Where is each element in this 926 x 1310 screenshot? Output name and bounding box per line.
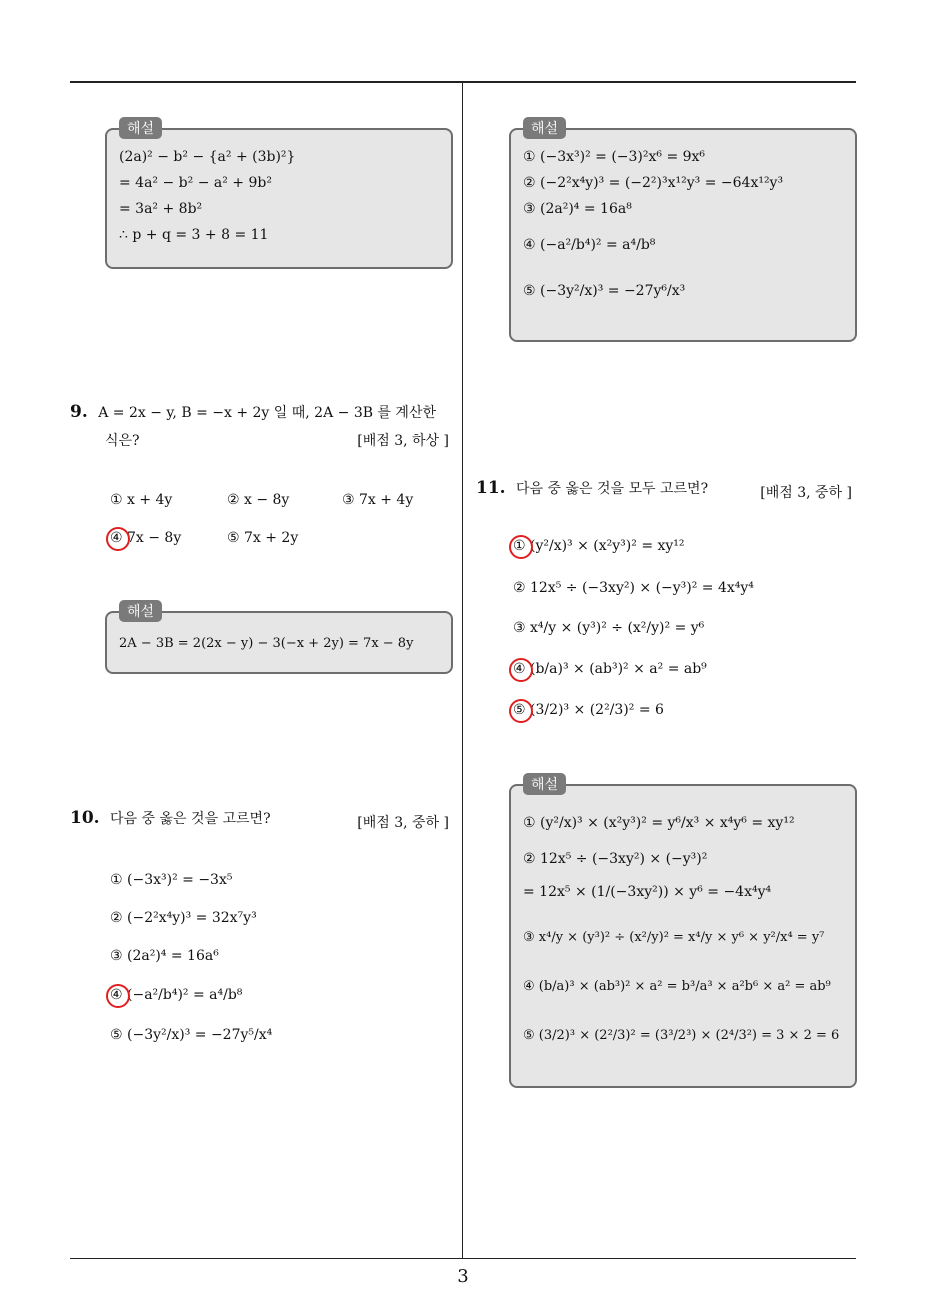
choice-2[interactable]: ② (−2²x⁴y)³ = 32x⁷y³ xyxy=(110,910,257,926)
choice-1[interactable]: ① (y²/x)³ × (x²y³)² = xy¹² xyxy=(513,538,685,554)
solution-line: ⑤ (−3y²/x)³ = −27y⁶/x³ xyxy=(523,283,686,299)
solution-box-q10 xyxy=(509,121,857,342)
question-text: A = 2x − y, B = −x + 2y 일 때, 2A − 3B 를 계산한 xyxy=(98,405,437,421)
choice-4[interactable]: ④ (−a²/b⁴)² = a⁴/b⁸ xyxy=(110,987,243,1003)
page-number: 3 xyxy=(457,1266,469,1287)
solution-line: ∴ p + q = 3 + 8 = 11 xyxy=(119,227,269,243)
question-number: 11. xyxy=(476,478,506,498)
column-divider xyxy=(462,83,463,1259)
question-text: 다음 중 옳은 것을 모두 고르면? xyxy=(516,481,709,497)
solution-line: ② 12x⁵ ÷ (−3xy²) × (−y³)² xyxy=(523,851,708,867)
solution-line: ④ (−a²/b⁴)² = a⁴/b⁸ xyxy=(523,237,656,253)
choice-5[interactable]: ⑤ 7x + 2y xyxy=(227,530,299,546)
question-9 xyxy=(70,402,455,450)
question-number: 9. xyxy=(70,402,88,422)
choice-2[interactable]: ② 12x⁵ ÷ (−3xy²) × (−y³)² = 4x⁴y⁴ xyxy=(513,580,754,596)
choice-3[interactable]: ③ 7x + 4y xyxy=(342,492,414,508)
solution-box-q8 xyxy=(105,121,453,269)
solution-line: ② (−2²x⁴y)³ = (−2²)³x¹²y³ = −64x¹²y³ xyxy=(523,175,784,191)
question-meta: [배점 3, 중하 ] xyxy=(357,815,449,831)
question-text: 다음 중 옳은 것을 고르면? xyxy=(110,811,271,827)
solution-line: 2A − 3B = 2(2x − y) − 3(−x + 2y) = 7x − 8y xyxy=(119,636,414,651)
solution-line: ⑤ (3/2)³ × (2²/3)² = (3³/2³) × (2⁴/3²) = 3 × 2 = 6 xyxy=(523,1028,840,1043)
question-meta: [배점 3, 중하 ] xyxy=(760,485,852,501)
answer-mark xyxy=(106,527,130,551)
choice-5[interactable]: ⑤ (3/2)³ × (2²/3)² = 6 xyxy=(513,702,664,718)
choice-3[interactable]: ③ (2a²)⁴ = 16a⁶ xyxy=(110,948,219,964)
answer-mark xyxy=(509,699,533,723)
answer-mark xyxy=(106,984,130,1008)
question-number: 10. xyxy=(70,808,100,828)
solution-line: ④ (b/a)³ × (ab³)² × a² = b³/a³ × a²b⁶ × a² = ab⁹ xyxy=(523,979,831,994)
question-11 xyxy=(476,478,856,501)
question-text: 식은? xyxy=(105,433,140,449)
choice-5[interactable]: ⑤ (−3y²/x)³ = −27y⁵/x⁴ xyxy=(110,1027,273,1043)
answer-mark xyxy=(509,535,533,559)
solution-tag: 해설 xyxy=(523,117,566,139)
solution-line: ③ x⁴/y × (y³)² ÷ (x²/y)² = x⁴/y × y⁶ × y²/x⁴ = y⁷ xyxy=(523,930,825,945)
solution-box-q11 xyxy=(509,777,857,1088)
solution-line: (2a)² − b² − {a² + (3b)²} xyxy=(119,149,296,165)
solution-line: ③ (2a²)⁴ = 16a⁸ xyxy=(523,201,632,217)
choice-1[interactable]: ① (−3x³)² = −3x⁵ xyxy=(110,872,233,888)
answer-mark xyxy=(509,658,533,682)
solution-line: = 4a² − b² − a² + 9b² xyxy=(119,175,272,191)
solution-tag: 해설 xyxy=(523,773,566,795)
solution-tag: 해설 xyxy=(119,117,162,139)
question-meta: [배점 3, 하상 ] xyxy=(357,433,449,449)
choice-4[interactable]: ④ (b/a)³ × (ab³)² × a² = ab⁹ xyxy=(513,661,707,677)
top-rule xyxy=(70,81,856,83)
choice-4[interactable]: ④ 7x − 8y xyxy=(110,530,182,546)
solution-tag: 해설 xyxy=(119,600,162,622)
solution-box-q9 xyxy=(105,604,453,674)
solution-line: = 3a² + 8b² xyxy=(119,201,203,217)
question-10 xyxy=(70,808,455,831)
solution-line: ① (y²/x)³ × (x²y³)² = y⁶/x³ × x⁴y⁶ = xy¹² xyxy=(523,815,795,831)
solution-line: ① (−3x³)² = (−3)²x⁶ = 9x⁶ xyxy=(523,149,706,165)
choice-1[interactable]: ① x + 4y xyxy=(110,492,173,508)
solution-line: = 12x⁵ × (1/(−3xy²)) × y⁶ = −4x⁴y⁴ xyxy=(523,884,772,900)
choice-3[interactable]: ③ x⁴/y × (y³)² ÷ (x²/y)² = y⁶ xyxy=(513,620,705,636)
bottom-rule xyxy=(70,1258,856,1259)
choice-2[interactable]: ② x − 8y xyxy=(227,492,290,508)
